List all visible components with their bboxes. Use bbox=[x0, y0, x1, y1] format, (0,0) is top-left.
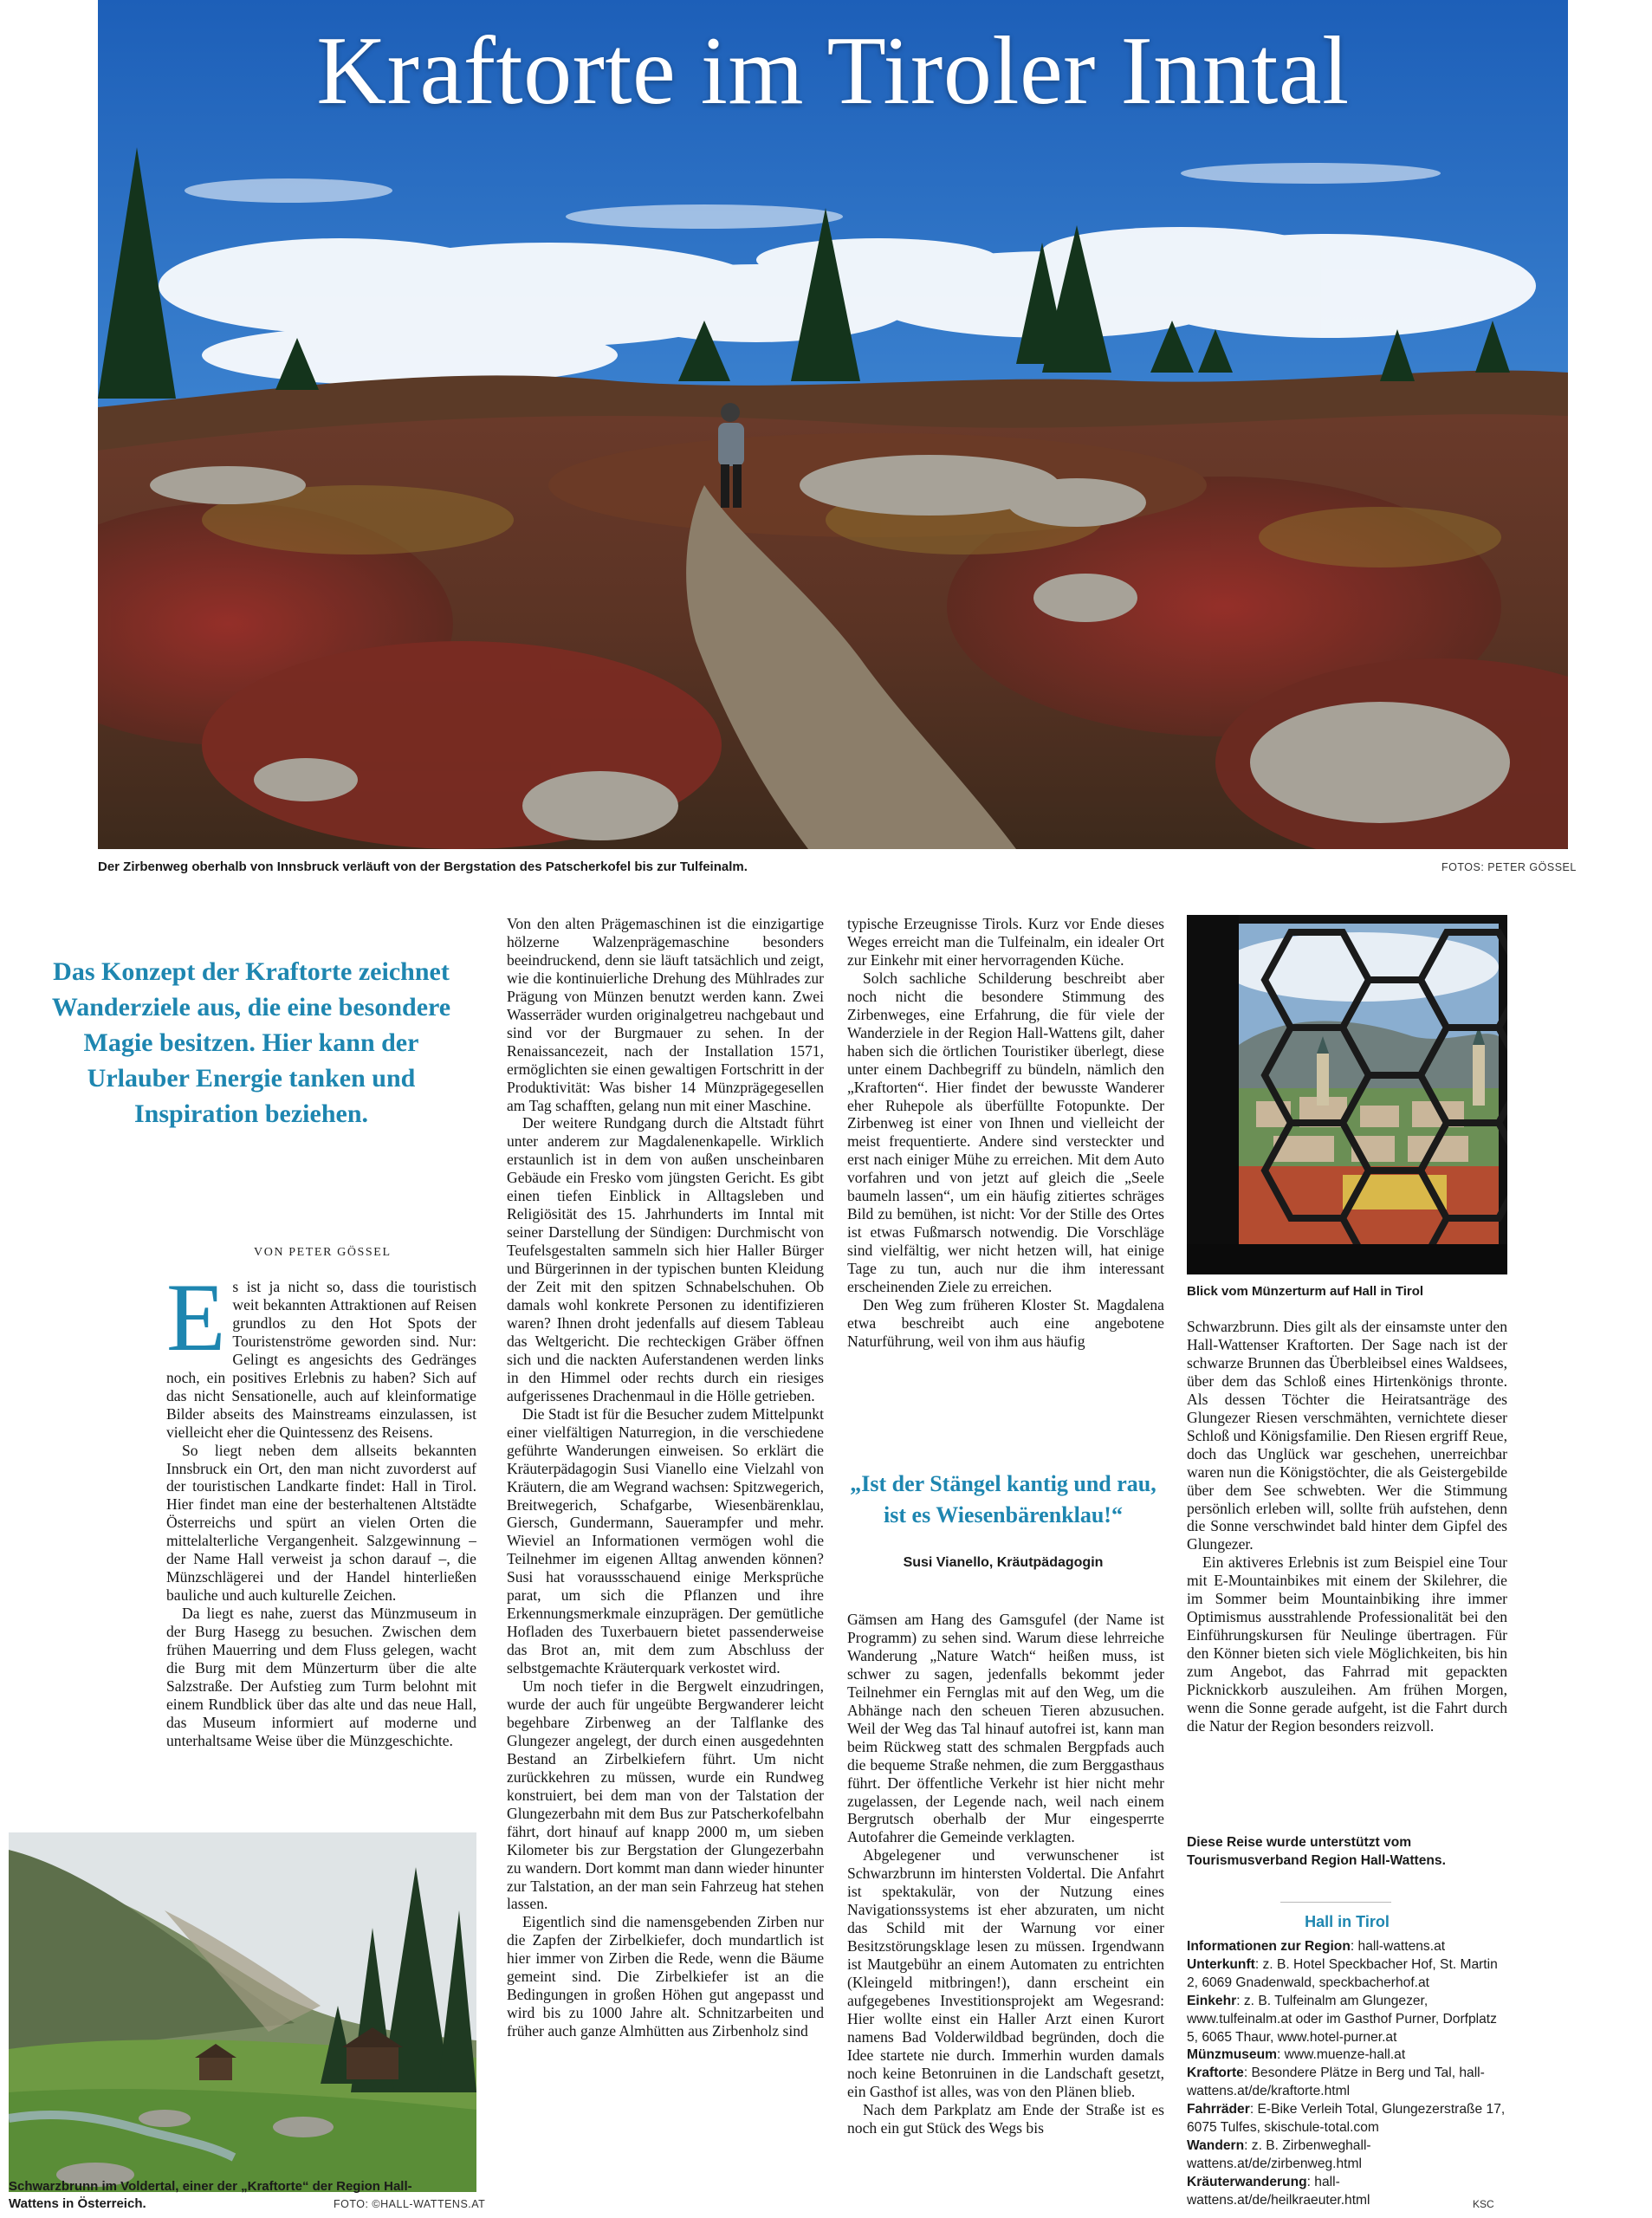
article-paragraph: Gämsen am Hang des Gamsgufel (der Name ist Programm) zu sehen sind. Warum diese lehrreiche Wanderung „Nature Watch“ heißen muss, ist schwer zu sagen, jedenfalls bekommt jeder Teilnehmer ein Fernglas mit auf den Weg, um die Abhänge nach den scheuen Tieren abzusuchen. Weil der Weg das Tal hinauf autofrei ist, kann man beim Rückweg statt des schmalen Bergpfads auch die bequeme Straße nehmen, die zum Berggasthaus führt. Der öffentliche Verkehr ist hier nicht mehr zugelassen, der Legende nach, weil nach einem Bergrutsch oberhalb der Mur eingesperrte Autofahrer die Gemeinde verklagten. bbox=[847, 1611, 1164, 1846]
article-paragraph: Da liegt es nahe, zuerst das Münzmuseum in der Burg Hasegg zu besuchen. Zwischen dem frühen Mauerring und dem Fluss gelegen, wacht die Burg mit dem Münzerturm über die alte Salzstraße. Der Aufstieg zum Turm belohnt mit einem Rundblick über das alte und das neue Hall, das Museum informiert auf moderne und unterhaltsame Weise über die Münzgeschichte. bbox=[166, 1605, 476, 1749]
article-paragraph: Der weitere Rundgang durch die Altstadt führt unter anderem zur Magdalenenkapelle. Wirklich erstaunlich ist in dem von außen unscheinbaren Gebäude ein Fresko vom jüngsten Gericht. Es gibt einen tiefen Einblick in Alltagsleben und Religiösität des 15. Jahrhunderts im Inntal mit seiner Darstellung der Sündigen: Durchmischt von Teufelsgestalten sammeln sich hier Haller Bürger und Bürgerinnen in der typischen bunten Kleidung der Zeit mit den spitzen Schnabelschuhen. Ob damals wohl konkrete Personen zu identifizieren waren? Ihnen droht jedenfalls auf diesem Tableau das Weltgericht. Die rechteckigen Gräber öffnen sich und die nackten Auferstandenen werden links in den Himmel oder rechts durch ein riesiges aufgerissenes Drachenmaul in die Hölle getrieben. bbox=[507, 1114, 824, 1404]
tower-view-photo bbox=[1187, 915, 1507, 1274]
article-column-3-bottom bbox=[847, 1611, 1164, 2213]
article-paragraph: Von den alten Prägemaschinen ist die einzigartige hölzerne Walzenprägemaschine besonders beeindruckend, denn sie läuft tatsächlich und zeigt, wie die kontinuierliche Drehung des Mühlrades zur Prägung von Münzen benutzt werden kann. Zwei Wasserräder wurden originalgetreu nachgebaut und sind vor der Burgmauer zu sehen. In der Renaissancezeit, nach der Installation 1571, ermöglichten sie einen gewaltigen Fortschritt in der Produktivität: Was bisher 14 Münzprägegesellen am Tag schafften, gelang nun mit einer Maschine. bbox=[507, 915, 824, 1114]
valley-credit: FOTO: ©HALL-WATTENS.AT bbox=[334, 2198, 486, 2210]
valley-photo bbox=[9, 1832, 476, 2192]
article-paragraph: Den Weg zum früheren Kloster St. Magdalena etwa beschreibt auch eine angebotene Naturführung, weil von ihm aus häufig bbox=[847, 1296, 1164, 1350]
tower-caption: Blick vom Münzerturm auf Hall in Tirol bbox=[1187, 1284, 1424, 1299]
article-paragraph: Um noch tiefer in die Bergwelt einzudringen, wurde der auch für ungeübte Bergwanderer leicht begehbare Zirbenweg an der Talflanke des Glungezer angelegt, der durch einen ausgedehnten Bestand an Zirbelkiefern führt. Um nicht zurückkehren zu müssen, wurde ein Rundweg konstruiert, bei dem man von der Talstation der Glungezerbahn mit dem Bus zur Patscherkofelbahn fährt, dort hinauf auf knapp 2000 m, um sieben Kilometer bis zur Bergstation der Glungezerbahn zu wandern. Dort kommt man dann wieder hinunter zur Talstation, an der man sein Fahrzeug hat stehen lassen. bbox=[507, 1677, 824, 1913]
article-paragraph: Solch sachliche Schilderung beschreibt aber noch nicht die besondere Stimmung des Zirbenweges, eine Erfahrung, die für viele der Wanderziele in der Region Hall-Wattens gilt, daher haben sich die örtlichen Touristiker überlegt, diese unter einem Dachbegriff zu bündeln, nämlich den „Kraftorten“. Hier findet der bewusste Wanderer eher Ruhepole als überfüllte Fotopunkte. Der Zirbenweg ist einer von Ihnen und vielleicht der meist frequentierte. Andere sind versteckter und erst nach einiger Mühe zu erreichen. Mit dem Auto vorfahren und von jetzt auf gleich die „Seele baumeln lassen“, um ein häufig zitiertes schräges Bild zu bemühen, ist nicht: Vor der Stille des Ortes ist etwas Fußmarsch notwendig. Die Vorschläge sind vielfältig, wer nicht hetzen will, hat einige Tage zu tun, auch nur die ihm interessant erscheinenden Ziele zu erreichen. bbox=[847, 969, 1164, 1296]
article-paragraph: Schwarzbrunn. Dies gilt als der einsamste unter den Hall-Wattenser Kraftorten. Der Sage nach ist der schwarze Brunnen das Überbleibsel eines Waldsees, über dem das Schloß eines Hirtenkönigs thronte. Als dessen Töchter die Heiratsanträge des Glungezer Riesen verschmähten, vernichtete dieser Schloß und Königsfamilie. Den Riesen ergriff Reue, doch das Unglück war geschehen, unerreichbar waren nun die Königstöchter, die als Geistergebilde über dem See schwebten. Wer die Stimmung persönlich erleben will, sollte früh aufstehen, denn die Sonne verschwindet bald hinter dem Gipfel des Glungezer. bbox=[1187, 1318, 1507, 1553]
info-entry: Kraftorte: Besondere Plätze in Berg und Tal, hall-wattens.at/de/kraftorte.html bbox=[1187, 2066, 1485, 2099]
article-paragraph: Es ist ja nicht so, dass die touristisch weit bekannten Attraktionen auf Reisen grundlos zu den Hot Spots der Touristenströme geworden sind. Nur: Gelingt es angesichts des Gedränges noch, ein positives Erlebnis zu haben? Sich auf das nicht Sensationelle, auch auf kleinformatige Bilder abseits des Mainstreams einzulassen, ist vielleicht eher die Quintessenz des Reisens. bbox=[166, 1278, 476, 1441]
valley-caption-line2: Wattens in Österreich. bbox=[9, 2196, 146, 2211]
info-entry: Informationen zur Region: hall-wattens.at bbox=[1187, 1939, 1446, 1954]
author-signature: KSC bbox=[1473, 2198, 1494, 2210]
article-column-4 bbox=[1187, 1318, 1507, 1825]
article-column-1 bbox=[166, 1278, 476, 1815]
article-paragraph: Die Stadt ist für die Besucher zudem Mittelpunkt einer vielfältigen Naturregion, in die verschiedene geführte Wanderungen einweisen. So erklärt die Kräuterpädagogin Susi Vianello eine Vielzahl von Kräutern, die am Wegrand wachsen: Spitzwegerich, Breitwegerich, Schafgarbe, Wiesenbärenklau, Giersch, Gundermann, Sauerampfer und mehr. Wieviel an Informationen vermögen wohl die Teilnehmer im eigenen Alltag anwenden können? Susi hat voraussschauend einige Merksprüche parat, um sich die Pflanzen und ihre Erkennungsmerkmale einzuprägen. Der gemütliche Hofladen des Tuxerbauern bietet passenderweise das Brot an, mit dem zum Abschluss der selbstgemachte Kräuterquark verkostet wird. bbox=[507, 1404, 824, 1677]
info-heading: Hall in Tirol bbox=[1305, 1913, 1390, 1930]
info-entry: Unterkunft: z. B. Hotel Speckbacher Hof, St. Martin 2, 6069 Gnadenwald, speckbacherhof.at bbox=[1187, 1956, 1498, 1990]
article-paragraph: Ein aktiveres Erlebnis ist zum Beispiel eine Tour mit E-Mountainbikes mit einem der Skilehrer, die im Sommer beim Mountainbiking ihre immer Optimismus ausstrahlende Professionalität bei den Einführungskursen für Neulinge übertragen. Für den Könner bieten sich viele Möglichkeiten, bis hin zum Angebot, das Fahrrad mit gepackten Picknickkorb auszuleihen. Am frühen Morgen, wenn die Sonne gerade aufgeht, ist die Fahrt durch die Natur der Region besonders reizvoll. bbox=[1187, 1553, 1507, 1735]
valley-caption-line1: Schwarzbrunn im Voldertal, einer der „Kraftorte“ der Region Hall- bbox=[9, 2179, 412, 2194]
info-box bbox=[1187, 1938, 1507, 2210]
article-column-2 bbox=[507, 915, 824, 2213]
hero-photo bbox=[98, 0, 1568, 849]
byline: VON PETER GÖSSEL bbox=[254, 1246, 392, 1259]
hero-caption: Der Zirbenweg oberhalb von Innsbruck verläuft von der Bergstation des Patscherkofel bis zur Tulfeinalm. bbox=[98, 859, 748, 874]
pull-quote-source: Susi Vianello, Kräutpädagogin bbox=[903, 1555, 1104, 1570]
article-paragraph: So liegt neben dem allseits bekannten Innsbruck ein Ort, den man nicht zuvorderst auf der touristischen Landkarte findet: Hall in Tirol. Hier findet man eine der besterhaltenen Altstädte Österreichs und spürt an vielen Orten die mittelalterliche Vergangenheit. Salzgewinnung – der Name Hall verweist ja schon darauf –, die Münzschlägerei und der Handel hinterließen bauliche und auch kulturelle Zeichen. bbox=[166, 1441, 476, 1605]
valley-illustration bbox=[9, 1832, 476, 2192]
drop-cap: E bbox=[166, 1278, 226, 1372]
article-paragraph: Nach dem Parkplatz am Ende der Straße ist es noch ein gut Stück des Wegs bis bbox=[847, 2100, 1164, 2137]
hero-credit: FOTOS: PETER GÖSSEL bbox=[1441, 861, 1577, 873]
support-note: Diese Reise wurde unterstützt vom Tourismusverband Region Hall-Wattens. bbox=[1187, 1835, 1446, 1868]
info-divider bbox=[1280, 1902, 1391, 1903]
info-entry: Wandern: z. B. Zirbenweghall-wattens.at/de/zirbenweg.html bbox=[1187, 2137, 1371, 2171]
hero-landscape-illustration bbox=[98, 0, 1568, 849]
article-paragraph: Abgelegener und verwunschener ist Schwarzbrunn im hintersten Voldertal. Die Anfahrt ist spektakulär, von der Nutzung eines Navigationssystems ist eher abzuraten, um nicht das Schild mit der Warnung vor einer Besitzstörungsklage lesen zu müssen. Irgendwann ist Mautgebühr an einem Automaten zu entrichten (Kleingeld mitbringen!), dann erscheint ein aufgegebenes Investitionsprojekt am Wegesrand: Hier wollte einst ein Haller Arzt einen Kurort namens Bad Volderwildbad begründen, doch die Idee startete nie durch. Immerhin wurden damals noch keine Betonruinen in die Landschaft gesetzt, ein Gasthof ist alles, was von den Plänen blieb. bbox=[847, 1846, 1164, 2100]
page-title: Kraftorte im Tiroler Inntal bbox=[316, 17, 1350, 125]
pull-quote: „Ist der Stängel kantig und rau, ist es Wiesenbärenklau!“ bbox=[850, 1471, 1156, 1527]
info-entry: Münzmuseum: www.muenze-hall.at bbox=[1187, 2047, 1406, 2063]
article-paragraph: typische Erzeugnisse Tirols. Kurz vor Ende dieses Weges erreicht man die Tulfeinalm, ein idealer Ort zur Einkehr mit einer hervorragenden Küche. bbox=[847, 915, 1164, 969]
article-paragraph: Eigentlich sind die namensgebenden Zirben nur die Zapfen der Zirbelkiefer, doch mundartlich ist hier immer von Zirben die Rede, wenn die Bäume gemeint sind. Die Zirbelkiefer ist an die Bedingungen in großen Höhen gut angepasst und wird bis zu 1000 Jahre alt. Schnitzarbeiten und früher auch ganze Almhütten aus Zirbenholz sind bbox=[507, 1913, 824, 2040]
info-entry: Einkehr: z. B. Tulfeinalm am Glungezer, www.tulfeinalm.at oder im Gasthof Purner, Dorfplatz 5, 6065 Thaur, www.hotel-purner.at bbox=[1187, 1993, 1497, 2045]
info-entry: Fahrräder: E-Bike Verleih Total, Glungezerstraße 17, 6075 Tulfes, skischule-total.com bbox=[1187, 2102, 1506, 2136]
info-entry: Kräuterwanderung: hall-wattens.at/de/heilkraeuter.html bbox=[1187, 2174, 1370, 2208]
article-column-3-top bbox=[847, 915, 1164, 1413]
tower-window-illustration bbox=[1187, 915, 1507, 1274]
lead-paragraph: Das Konzept der Kraftorte zeichnet Wanderziele aus, die eine besondere Magie besitzen. Hier kann der Urlauber Energie tanken und Inspiration beziehen. bbox=[51, 957, 451, 1128]
